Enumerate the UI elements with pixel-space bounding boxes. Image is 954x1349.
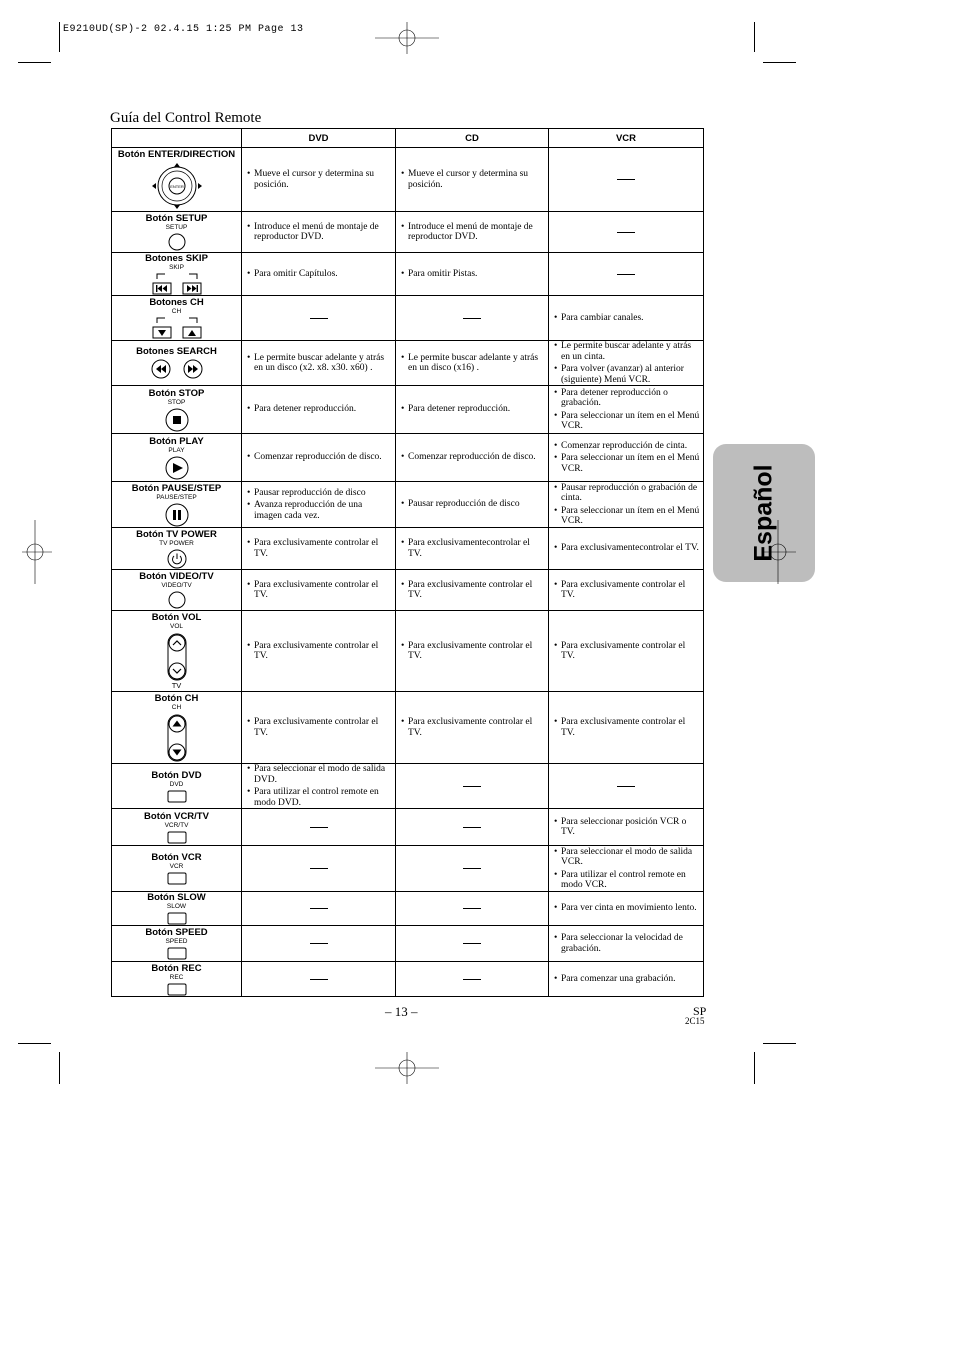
cell-vcr bbox=[549, 386, 704, 434]
page-number: – 13 – bbox=[385, 1004, 418, 1019]
bullet-item: • Para detener reproducción o grabación. bbox=[561, 388, 700, 409]
button-name: Botón VCR/TV bbox=[144, 810, 209, 822]
registration-mark-icon bbox=[22, 520, 52, 584]
power-icon bbox=[112, 549, 241, 569]
table-row bbox=[112, 764, 704, 809]
button-name: Botón ENTER/DIRECTION bbox=[117, 148, 236, 160]
table-row bbox=[112, 528, 704, 570]
cell-dvd bbox=[242, 892, 396, 926]
cell-cd bbox=[396, 692, 549, 764]
cell-vcr bbox=[549, 570, 704, 611]
bullet-item: • Mueve el cursor y determina su posición. bbox=[408, 169, 545, 190]
button-cell bbox=[112, 611, 242, 692]
button-name: Botón VOL bbox=[151, 612, 202, 623]
crop-mark bbox=[763, 1043, 796, 1044]
round-button-icon bbox=[112, 233, 241, 251]
rect-button-icon bbox=[112, 983, 241, 996]
cell-vcr bbox=[549, 434, 704, 482]
button-name: Botón CH bbox=[154, 692, 199, 704]
cell-dvd bbox=[242, 611, 396, 692]
bullet-item: • Para exclusivamentecontrolar el TV. bbox=[408, 538, 545, 559]
cell-vcr bbox=[549, 926, 704, 962]
not-applicable-dash bbox=[310, 868, 328, 869]
round-button-icon bbox=[112, 591, 241, 609]
cell-cd bbox=[396, 962, 549, 997]
cell-dvd bbox=[242, 764, 396, 809]
cell-dvd bbox=[242, 528, 396, 570]
bullet-item: • Comenzar reproducción de disco. bbox=[408, 452, 545, 463]
button-cell bbox=[112, 926, 242, 962]
bullet-item: • Para seleccionar posición VCR o TV. bbox=[561, 817, 700, 838]
cell-vcr bbox=[549, 846, 704, 892]
not-applicable-dash bbox=[310, 318, 328, 319]
button-cell bbox=[112, 528, 242, 570]
bullet-item: • Para utilizar el control remote en modo VCR. bbox=[561, 870, 700, 891]
cell-vcr bbox=[549, 482, 704, 528]
button-label: SPEED bbox=[165, 938, 188, 945]
bullet-item: • Le permite buscar adelante y atrás en un cinta. bbox=[561, 341, 700, 362]
button-label: VIDEO/TV bbox=[161, 582, 192, 589]
rect-button-icon bbox=[112, 912, 241, 925]
ch-buttons-icon bbox=[112, 317, 241, 339]
cell-cd bbox=[396, 926, 549, 962]
search-buttons-icon bbox=[112, 358, 241, 380]
button-cell bbox=[112, 962, 242, 997]
bullet-item: • Para exclusivamentecontrolar el TV. bbox=[561, 543, 700, 554]
crop-mark bbox=[18, 1043, 51, 1044]
bullet-item: • Comenzar reproducción de cinta. bbox=[561, 441, 700, 452]
button-name: Botón REC bbox=[151, 962, 202, 974]
button-cell bbox=[112, 212, 242, 253]
bullet-item: • Introduce el menú de montaje de reproductor DVD. bbox=[254, 222, 392, 243]
pause-icon bbox=[112, 503, 241, 527]
document-code: 2C15 bbox=[685, 1016, 705, 1026]
bullet-item: • Para comenzar una grabación. bbox=[561, 974, 700, 985]
bullet-item: • Para exclusivamente controlar el TV. bbox=[561, 717, 700, 738]
button-label: SLOW bbox=[166, 903, 187, 910]
cell-cd bbox=[396, 809, 549, 846]
crop-mark bbox=[59, 22, 60, 52]
button-name: Botón DVD bbox=[151, 769, 202, 781]
bullet-item: • Para exclusivamente controlar el TV. bbox=[254, 641, 392, 662]
button-label: TV POWER bbox=[159, 539, 194, 547]
bullet-item: • Para exclusivamente controlar el TV. bbox=[408, 717, 545, 738]
bullet-item: • Le permite buscar adelante y atrás en un disco (x2. x8. x30. x60) . bbox=[254, 353, 392, 374]
cell-dvd bbox=[242, 341, 396, 386]
button-cell bbox=[112, 809, 242, 846]
cell-cd bbox=[396, 570, 549, 611]
crop-mark bbox=[18, 62, 51, 63]
bullet-item: • Para seleccionar el modo de salida DVD. bbox=[254, 764, 392, 785]
button-label: CH bbox=[171, 308, 182, 315]
cell-cd bbox=[396, 611, 549, 692]
button-name: Botones CH bbox=[149, 297, 204, 308]
cell-vcr bbox=[549, 809, 704, 846]
not-applicable-dash bbox=[463, 318, 481, 319]
bullet-item: • Para volver (avanzar) al anterior (siguiente) Menú VCR. bbox=[561, 364, 700, 385]
bullet-item: • Para seleccionar un ítem en el Menú VCR. bbox=[561, 453, 700, 474]
bullet-item: • Para exclusivamente controlar el TV. bbox=[561, 580, 700, 601]
cell-dvd bbox=[242, 692, 396, 764]
button-name: Botón VCR bbox=[151, 852, 202, 863]
not-applicable-dash bbox=[617, 274, 635, 275]
bullet-item: • Para ver cinta en movimiento lento. bbox=[561, 903, 700, 914]
bullet-item: • Para exclusivamente controlar el TV. bbox=[254, 717, 392, 738]
print-header: E9210UD(SP)-2 02.4.15 1:25 PM Page 13 bbox=[63, 24, 304, 35]
vol-rocker-icon bbox=[112, 632, 241, 682]
not-applicable-dash bbox=[463, 827, 481, 828]
table-row bbox=[112, 692, 704, 764]
cell-dvd bbox=[242, 148, 396, 212]
button-label-secondary: TV bbox=[171, 681, 182, 690]
bullet-item: • Para seleccionar un ítem en el Menú VCR. bbox=[561, 411, 700, 432]
button-label: VCR bbox=[169, 863, 184, 870]
cell-vcr bbox=[549, 892, 704, 926]
cell-dvd bbox=[242, 962, 396, 997]
button-cell bbox=[112, 148, 242, 212]
table-row bbox=[112, 962, 704, 997]
button-name: Botones SKIP bbox=[145, 253, 208, 264]
button-cell bbox=[112, 892, 242, 926]
column-header-cd: CD bbox=[396, 129, 549, 148]
table-row bbox=[112, 892, 704, 926]
cell-cd bbox=[396, 253, 549, 296]
bullet-item: • Para exclusivamente controlar el TV. bbox=[408, 580, 545, 601]
rect-button-icon bbox=[112, 947, 241, 960]
not-applicable-dash bbox=[463, 908, 481, 909]
cell-cd bbox=[396, 296, 549, 341]
button-label: VCR/TV bbox=[164, 821, 189, 829]
bullet-item: • Mueve el cursor y determina su posición. bbox=[254, 169, 392, 190]
button-label: STOP bbox=[167, 398, 186, 406]
bullet-item: • Avanza reproducción de una imagen cada vez. bbox=[254, 500, 392, 521]
ch-rocker-icon bbox=[112, 713, 241, 763]
button-name: Botón PLAY bbox=[149, 435, 204, 447]
cell-dvd bbox=[242, 926, 396, 962]
rect-button-icon bbox=[112, 790, 241, 803]
bullet-item: • Pausar reproducción de disco bbox=[408, 499, 545, 510]
cell-cd bbox=[396, 528, 549, 570]
cell-vcr bbox=[549, 528, 704, 570]
not-applicable-dash bbox=[617, 179, 635, 180]
button-column-header bbox=[112, 129, 242, 148]
cell-vcr bbox=[549, 962, 704, 997]
cell-vcr bbox=[549, 692, 704, 764]
cell-cd bbox=[396, 892, 549, 926]
cell-cd bbox=[396, 148, 549, 212]
skip-buttons-icon bbox=[112, 273, 241, 295]
not-applicable-dash bbox=[463, 786, 481, 787]
button-cell bbox=[112, 570, 242, 611]
cell-vcr bbox=[549, 341, 704, 386]
not-applicable-dash bbox=[310, 979, 328, 980]
button-cell bbox=[112, 846, 242, 892]
table-row bbox=[112, 212, 704, 253]
play-icon bbox=[112, 456, 241, 480]
rect-button-icon bbox=[112, 872, 241, 885]
button-label: DVD bbox=[169, 780, 184, 788]
button-label: REC bbox=[169, 973, 184, 981]
bullet-item: • Para cambiar canales. bbox=[561, 313, 700, 324]
button-name: Botones SEARCH bbox=[136, 346, 217, 357]
button-cell bbox=[112, 341, 242, 386]
bullet-item: • Para seleccionar el modo de salida VCR. bbox=[561, 847, 700, 868]
header-row bbox=[112, 129, 704, 148]
button-name: Botón SPEED bbox=[145, 927, 208, 938]
bullet-item: • Para exclusivamente controlar el TV. bbox=[408, 641, 545, 662]
table-row bbox=[112, 434, 704, 482]
not-applicable-dash bbox=[463, 979, 481, 980]
not-applicable-dash bbox=[617, 786, 635, 787]
crop-mark bbox=[754, 1052, 755, 1084]
cell-dvd bbox=[242, 212, 396, 253]
not-applicable-dash bbox=[463, 943, 481, 944]
table-row bbox=[112, 148, 704, 212]
cell-dvd bbox=[242, 846, 396, 892]
cell-vcr bbox=[549, 764, 704, 809]
bullet-item: • Introduce el menú de montaje de reproductor DVD. bbox=[408, 222, 545, 243]
bullet-item: • Para detener reproducción. bbox=[408, 404, 545, 415]
bullet-item: • Para omitir Pistas. bbox=[408, 269, 545, 280]
cell-vcr bbox=[549, 296, 704, 341]
cell-cd bbox=[396, 341, 549, 386]
page-title: Guía del Control Remote bbox=[110, 110, 262, 126]
cell-dvd bbox=[242, 809, 396, 846]
column-header-dvd: DVD bbox=[242, 129, 396, 148]
cell-vcr bbox=[549, 212, 704, 253]
registration-mark-icon bbox=[375, 22, 439, 54]
button-label: PAUSE/STEP bbox=[156, 493, 197, 501]
bullet-item: • Pausar reproducción de disco bbox=[254, 488, 392, 499]
button-name: Botón SETUP bbox=[145, 213, 208, 224]
table-row bbox=[112, 386, 704, 434]
crop-mark bbox=[59, 1052, 60, 1084]
button-cell bbox=[112, 296, 242, 341]
bullet-item: • Para seleccionar un ítem en el Menú VCR. bbox=[561, 506, 700, 527]
not-applicable-dash bbox=[617, 232, 635, 233]
button-name: Botón PAUSE/STEP bbox=[131, 482, 222, 494]
column-header-vcr: VCR bbox=[549, 129, 704, 148]
bullet-item: • Para detener reproducción. bbox=[254, 404, 392, 415]
table-row bbox=[112, 482, 704, 528]
table-row bbox=[112, 341, 704, 386]
cell-dvd bbox=[242, 296, 396, 341]
button-name: Botón TV POWER bbox=[136, 528, 217, 540]
direction-pad-icon bbox=[112, 161, 241, 211]
button-cell bbox=[112, 482, 242, 528]
button-name: Botón SLOW bbox=[147, 892, 206, 903]
not-applicable-dash bbox=[310, 908, 328, 909]
bullet-item: • Para exclusivamente controlar el TV. bbox=[254, 580, 392, 601]
crop-mark bbox=[763, 62, 796, 63]
table-row bbox=[112, 926, 704, 962]
bullet-item: • Para seleccionar la velocidad de grabación. bbox=[561, 933, 700, 954]
button-label: PLAY bbox=[168, 446, 185, 454]
button-name: Botón VIDEO/TV bbox=[139, 571, 214, 582]
button-label: SETUP bbox=[165, 224, 188, 231]
not-applicable-dash bbox=[310, 943, 328, 944]
registration-mark-icon bbox=[762, 520, 796, 584]
crop-mark bbox=[754, 22, 755, 52]
cell-cd bbox=[396, 386, 549, 434]
language-code: SP bbox=[693, 1004, 707, 1018]
button-cell bbox=[112, 764, 242, 809]
cell-cd bbox=[396, 212, 549, 253]
cell-dvd bbox=[242, 482, 396, 528]
button-cell bbox=[112, 253, 242, 296]
language-side-tab-label: Español bbox=[749, 464, 778, 562]
registration-mark-icon bbox=[375, 1052, 439, 1084]
cell-dvd bbox=[242, 386, 396, 434]
bullet-item: • Comenzar reproducción de disco. bbox=[254, 452, 392, 463]
button-cell bbox=[112, 386, 242, 434]
table-row bbox=[112, 611, 704, 692]
cell-vcr bbox=[549, 611, 704, 692]
bullet-item: • Para omitir Capítulos. bbox=[254, 269, 392, 280]
button-label: CH bbox=[171, 703, 182, 711]
cell-vcr bbox=[549, 253, 704, 296]
cell-cd bbox=[396, 434, 549, 482]
remote-guide-table bbox=[111, 128, 704, 997]
bullet-item: • Para exclusivamente controlar el TV. bbox=[561, 641, 700, 662]
bullet-item: • Pausar reproducción o grabación de cinta. bbox=[561, 483, 700, 504]
button-label: SKIP bbox=[169, 264, 184, 271]
not-applicable-dash bbox=[310, 827, 328, 828]
table-row bbox=[112, 846, 704, 892]
table-row bbox=[112, 809, 704, 846]
table-row bbox=[112, 296, 704, 341]
button-cell bbox=[112, 692, 242, 764]
rect-button-icon bbox=[112, 831, 241, 844]
cell-dvd bbox=[242, 570, 396, 611]
bullet-item: • Le permite buscar adelante y atrás en un disco (x16) . bbox=[408, 353, 545, 374]
bullet-item: • Para exclusivamente controlar el TV. bbox=[254, 538, 392, 559]
button-name: Botón STOP bbox=[148, 387, 205, 399]
table-row bbox=[112, 570, 704, 611]
svg-text:ENTER: ENTER bbox=[169, 183, 184, 189]
cell-vcr bbox=[549, 148, 704, 212]
cell-cd bbox=[396, 846, 549, 892]
table-row bbox=[112, 253, 704, 296]
bullet-item: • Para utilizar el control remote en modo DVD. bbox=[254, 787, 392, 808]
cell-cd bbox=[396, 764, 549, 809]
button-label: VOL bbox=[169, 623, 183, 630]
cell-dvd bbox=[242, 434, 396, 482]
button-cell bbox=[112, 434, 242, 482]
cell-dvd bbox=[242, 253, 396, 296]
not-applicable-dash bbox=[463, 868, 481, 869]
stop-icon bbox=[112, 408, 241, 432]
cell-cd bbox=[396, 482, 549, 528]
